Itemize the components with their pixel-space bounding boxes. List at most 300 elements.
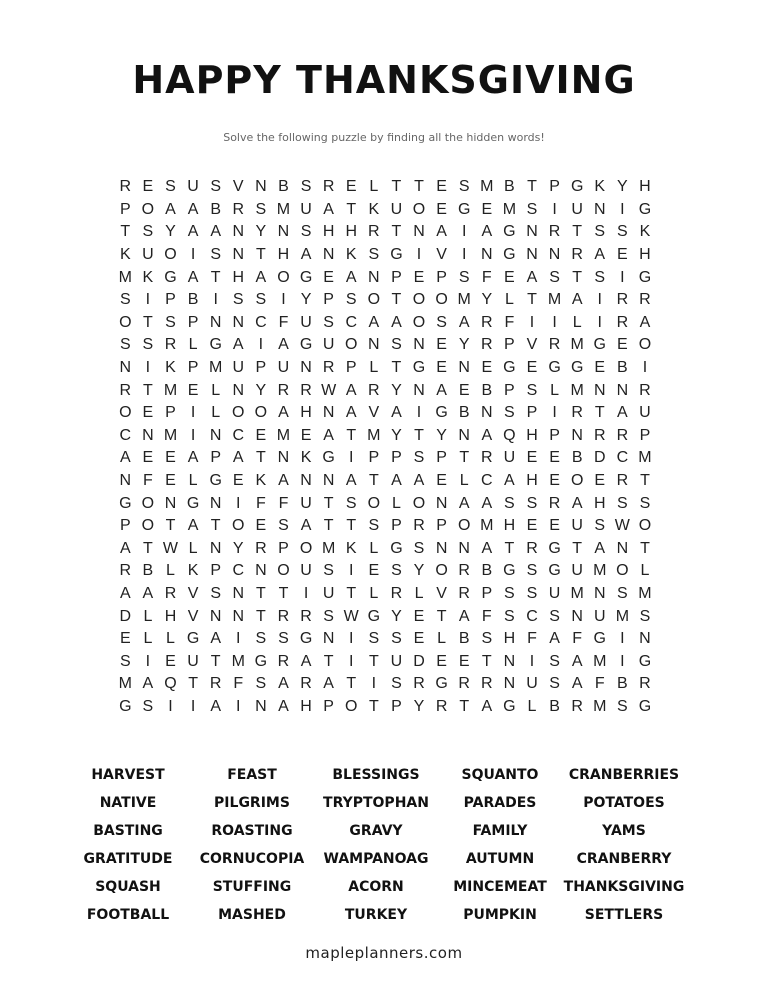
grid-cell: E: [617, 336, 628, 354]
grid-cell: H: [526, 426, 538, 444]
grid-cell: H: [164, 607, 177, 625]
grid-cell: R: [255, 539, 267, 557]
grid-cell: H: [503, 630, 516, 648]
grid-cell: T: [255, 584, 266, 602]
grid-cell: N: [526, 223, 538, 241]
grid-cell: F: [504, 313, 515, 331]
grid-cell: S: [142, 336, 154, 354]
grid-cell: A: [210, 697, 221, 715]
grid-cell: U: [142, 246, 154, 264]
grid-cell: L: [188, 336, 198, 354]
grid-cell: O: [141, 200, 155, 218]
grid-cell: A: [255, 268, 267, 286]
grid-cell: I: [642, 359, 648, 377]
grid-cell: P: [345, 359, 357, 377]
grid-cell: N: [119, 472, 132, 490]
grid-cell: O: [435, 291, 448, 309]
grid-cell: E: [436, 652, 447, 670]
grid-cell: C: [232, 426, 245, 444]
grid-cell: R: [277, 381, 290, 399]
grid-cell: T: [210, 652, 221, 670]
grid-cell: Y: [165, 223, 176, 241]
word-list-item: FEAST: [227, 767, 277, 783]
grid-cell: S: [210, 584, 221, 602]
grid-cell: S: [594, 268, 606, 286]
grid-cell: R: [458, 584, 470, 602]
grid-cell: U: [322, 336, 335, 354]
grid-cell: A: [300, 517, 312, 535]
grid-cell: E: [617, 246, 628, 264]
grid-cell: R: [300, 675, 312, 693]
grid-cell: E: [413, 268, 425, 286]
grid-cell: N: [458, 426, 470, 444]
grid-cell: S: [504, 404, 515, 422]
grid-cell: E: [594, 472, 606, 490]
grid-cell: C: [481, 472, 493, 490]
grid-cell: V: [187, 584, 199, 602]
word-list-item: AUTUMN: [465, 851, 535, 867]
grid-cell: E: [232, 472, 244, 490]
grid-cell: F: [255, 494, 266, 512]
grid-cell: T: [210, 517, 221, 535]
grid-cell: I: [236, 494, 241, 512]
grid-cell: S: [594, 517, 606, 535]
grid-cell: W: [343, 607, 359, 625]
grid-cell: T: [255, 449, 266, 467]
grid-cell: R: [277, 607, 290, 625]
grid-cell: O: [299, 539, 313, 557]
word-list-item: TURKEY: [344, 907, 408, 923]
grid-cell: A: [639, 313, 651, 331]
grid-cell: Y: [391, 426, 402, 444]
grid-cell: S: [413, 539, 425, 557]
grid-cell: I: [145, 359, 151, 377]
grid-cell: C: [345, 313, 358, 331]
grid-cell: P: [436, 449, 447, 467]
grid-cell: N: [209, 607, 222, 625]
grid-cell: E: [165, 472, 176, 490]
grid-cell: G: [638, 200, 652, 218]
grid-cell: G: [390, 246, 403, 264]
grid-cell: D: [119, 607, 132, 625]
grid-cell: G: [503, 223, 516, 241]
grid-cell: G: [412, 359, 426, 377]
grid-cell: G: [299, 336, 313, 354]
grid-cell: F: [594, 675, 605, 693]
grid-cell: E: [504, 268, 515, 286]
grid-cell: P: [278, 539, 289, 557]
grid-cell: N: [209, 494, 222, 512]
word-list-item: TRYPTOPHAN: [323, 795, 429, 811]
grid-cell: L: [527, 697, 537, 715]
word-list-item: FAMILY: [472, 823, 528, 839]
grid-cell: O: [412, 200, 426, 218]
grid-cell: V: [436, 584, 447, 602]
grid-cell: A: [481, 539, 493, 557]
grid-cell: Y: [255, 223, 267, 241]
grid-cell: N: [639, 630, 651, 648]
grid-cell: N: [232, 381, 245, 399]
grid-cell: O: [277, 562, 290, 580]
grid-cell: B: [617, 359, 628, 377]
grid-cell: N: [571, 607, 583, 625]
grid-cell: S: [345, 291, 357, 309]
grid-cell: N: [503, 675, 516, 693]
grid-cell: I: [529, 652, 535, 670]
grid-cell: O: [412, 313, 426, 331]
grid-cell: T: [368, 652, 379, 670]
grid-cell: O: [367, 291, 381, 309]
grid-cell: L: [572, 313, 582, 331]
grid-cell: O: [119, 313, 132, 331]
grid-cell: T: [346, 675, 357, 693]
word-list-item: PARADES: [463, 795, 537, 811]
grid-cell: B: [210, 200, 221, 218]
grid-cell: P: [436, 517, 447, 535]
grid-cell: R: [526, 539, 538, 557]
word-list-item: THANKSGIVING: [563, 879, 685, 895]
grid-cell: I: [371, 675, 377, 693]
grid-cell: P: [549, 426, 560, 444]
grid-cell: G: [503, 562, 516, 580]
grid-cell: N: [368, 268, 380, 286]
grid-cell: H: [232, 268, 245, 286]
grid-cell: M: [163, 426, 178, 444]
word-list-item: STUFFING: [212, 879, 292, 895]
grid-cell: K: [119, 246, 131, 264]
word-list-item: MASHED: [218, 907, 286, 923]
grid-cell: R: [119, 562, 132, 580]
grid-cell: E: [549, 449, 560, 467]
grid-cell: I: [190, 246, 196, 264]
word-list-item: MINCEMEAT: [453, 879, 547, 895]
grid-cell: R: [458, 675, 470, 693]
grid-cell: R: [639, 675, 651, 693]
grid-cell: I: [258, 336, 264, 354]
grid-cell: M: [276, 200, 291, 218]
grid-cell: K: [368, 200, 380, 218]
grid-cell: B: [549, 697, 560, 715]
grid-cell: O: [232, 404, 245, 422]
grid-cell: N: [616, 381, 629, 399]
grid-cell: R: [548, 494, 561, 512]
grid-cell: F: [278, 313, 289, 331]
grid-cell: O: [141, 517, 155, 535]
grid-cell: G: [119, 697, 132, 715]
grid-cell: E: [436, 336, 447, 354]
grid-cell: I: [349, 630, 354, 648]
grid-cell: U: [187, 652, 199, 670]
grid-cell: T: [346, 584, 357, 602]
grid-cell: I: [281, 291, 286, 309]
grid-cell: O: [616, 562, 629, 580]
grid-cell: F: [278, 494, 289, 512]
grid-cell: P: [526, 404, 538, 422]
grid-cell: N: [164, 494, 177, 512]
instructions: Solve the following puzzle by finding all the hidden words!: [223, 131, 545, 144]
grid-cell: F: [572, 630, 583, 648]
grid-cell: G: [322, 449, 335, 467]
grid-cell: I: [190, 426, 196, 444]
grid-cell: P: [639, 426, 651, 444]
grid-cell: E: [119, 630, 131, 648]
grid-cell: R: [571, 246, 583, 264]
grid-cell: P: [391, 268, 402, 286]
grid-cell: N: [255, 178, 267, 196]
grid-cell: P: [368, 449, 380, 467]
grid-cell: H: [526, 472, 538, 490]
grid-cell: P: [210, 449, 221, 467]
grid-cell: G: [593, 336, 606, 354]
word-list-item: PILGRIMS: [214, 795, 290, 811]
grid-cell: M: [593, 652, 607, 670]
grid-cell: P: [391, 517, 402, 535]
grid-cell: H: [639, 178, 651, 196]
grid-cell: G: [186, 494, 200, 512]
grid-cell: O: [232, 517, 245, 535]
grid-cell: I: [236, 697, 241, 715]
grid-cell: L: [188, 539, 198, 557]
grid-cell: M: [593, 562, 607, 580]
grid-cell: E: [142, 178, 154, 196]
grid-cell: O: [457, 517, 471, 535]
grid-cell: V: [232, 178, 244, 196]
grid-cell: M: [457, 291, 471, 309]
grid-cell: R: [300, 607, 312, 625]
grid-cell: Y: [413, 562, 425, 580]
grid-cell: T: [255, 607, 266, 625]
grid-cell: S: [391, 336, 402, 354]
grid-cell: M: [502, 200, 517, 218]
grid-cell: I: [303, 584, 309, 602]
grid-cell: R: [481, 449, 493, 467]
grid-cell: Y: [300, 291, 312, 309]
grid-cell: T: [391, 178, 402, 196]
grid-cell: I: [349, 652, 354, 670]
grid-cell: S: [210, 178, 221, 196]
grid-cell: N: [593, 381, 606, 399]
grid-cell: S: [278, 630, 289, 648]
grid-cell: G: [209, 472, 222, 490]
grid-cell: B: [571, 449, 583, 467]
grid-cell: R: [616, 472, 629, 490]
grid-cell: P: [210, 562, 221, 580]
grid-cell: M: [480, 517, 494, 535]
word-list-item: HARVEST: [91, 767, 165, 783]
grid-cell: A: [345, 472, 357, 490]
grid-cell: P: [549, 178, 560, 196]
grid-cell: U: [548, 584, 561, 602]
grid-cell: U: [232, 359, 245, 377]
grid-cell: L: [143, 607, 153, 625]
grid-cell: R: [390, 584, 403, 602]
grid-cell: S: [458, 268, 470, 286]
grid-cell: N: [593, 200, 606, 218]
grid-cell: O: [119, 404, 132, 422]
grid-cell: S: [323, 562, 334, 580]
grid-cell: G: [548, 539, 561, 557]
grid-cell: O: [570, 472, 584, 490]
grid-cell: M: [367, 426, 381, 444]
grid-cell: S: [639, 494, 651, 512]
grid-cell: T: [414, 426, 424, 444]
grid-cell: F: [143, 472, 153, 490]
grid-cell: S: [300, 178, 312, 196]
word-list-item: BASTING: [93, 823, 163, 839]
grid-cell: S: [345, 494, 357, 512]
grid-cell: S: [413, 449, 425, 467]
grid-cell: R: [571, 404, 583, 422]
grid-cell: R: [413, 675, 425, 693]
grid-cell: H: [503, 517, 516, 535]
grid-cell: N: [413, 223, 425, 241]
grid-cell: M: [638, 449, 652, 467]
grid-cell: O: [412, 494, 426, 512]
grid-cell: S: [300, 223, 312, 241]
grid-cell: G: [390, 539, 403, 557]
grid-cell: I: [213, 291, 218, 309]
grid-cell: U: [277, 359, 290, 377]
grid-cell: T: [572, 223, 583, 241]
grid-cell: G: [209, 336, 222, 354]
grid-cell: L: [369, 539, 379, 557]
grid-cell: T: [459, 449, 470, 467]
grid-cell: S: [504, 584, 515, 602]
grid-cell: N: [548, 246, 561, 264]
grid-cell: A: [436, 381, 447, 399]
grid-cell: B: [481, 562, 493, 580]
grid-cell: T: [323, 517, 334, 535]
grid-cell: C: [526, 607, 538, 625]
grid-cell: F: [481, 268, 492, 286]
grid-cell: R: [368, 223, 380, 241]
grid-cell: C: [255, 313, 267, 331]
grid-cell: A: [142, 675, 154, 693]
grid-cell: E: [142, 404, 154, 422]
grid-cell: P: [504, 381, 515, 399]
grid-cell: N: [368, 336, 380, 354]
grid-cell: O: [277, 268, 290, 286]
grid-cell: N: [458, 359, 470, 377]
grid-cell: R: [413, 517, 425, 535]
grid-cell: F: [527, 630, 537, 648]
grid-cell: I: [597, 291, 602, 309]
grid-cell: A: [187, 268, 199, 286]
grid-cell: Y: [255, 381, 267, 399]
grid-cell: I: [620, 200, 625, 218]
grid-cell: L: [414, 584, 424, 602]
grid-cell: T: [436, 607, 447, 625]
grid-cell: H: [639, 246, 651, 264]
word-list-item: CRANBERRY: [576, 851, 672, 867]
grid-cell: R: [119, 178, 132, 196]
word-search-grid: [114, 176, 656, 718]
page-title: HAPPY THANKSGIVING: [132, 58, 636, 102]
grid-cell: R: [481, 675, 493, 693]
grid-cell: G: [503, 359, 516, 377]
grid-cell: E: [255, 426, 267, 444]
grid-cell: G: [457, 200, 471, 218]
grid-cell: R: [232, 200, 245, 218]
grid-cell: C: [616, 449, 629, 467]
grid-cell: P: [481, 584, 493, 602]
grid-cell: T: [414, 178, 424, 196]
grid-cell: U: [503, 449, 516, 467]
grid-cell: K: [255, 472, 267, 490]
grid-cell: S: [526, 562, 538, 580]
word-list-item: SQUASH: [95, 879, 161, 895]
grid-cell: G: [254, 652, 268, 670]
grid-cell: A: [504, 472, 515, 490]
grid-cell: S: [526, 200, 538, 218]
grid-cell: N: [209, 539, 222, 557]
grid-cell: A: [413, 472, 425, 490]
grid-cell: T: [210, 268, 221, 286]
grid-cell: N: [413, 336, 425, 354]
grid-cell: P: [119, 200, 131, 218]
grid-cell: B: [458, 630, 470, 648]
grid-cell: Y: [232, 539, 244, 557]
grid-cell: L: [211, 404, 221, 422]
grid-cell: T: [572, 268, 583, 286]
grid-cell: T: [165, 517, 176, 535]
grid-cell: K: [165, 359, 176, 377]
grid-cell: A: [278, 697, 289, 715]
grid-cell: S: [617, 584, 628, 602]
grid-cell: S: [391, 675, 402, 693]
grid-cell: B: [142, 562, 154, 580]
grid-cell: L: [550, 381, 560, 399]
grid-cell: E: [481, 200, 493, 218]
grid-cell: M: [276, 426, 291, 444]
grid-cell: A: [210, 630, 221, 648]
grid-cell: P: [165, 291, 176, 309]
grid-cell: S: [481, 630, 493, 648]
grid-cell: S: [255, 291, 267, 309]
grid-cell: N: [232, 607, 245, 625]
grid-cell: P: [165, 404, 176, 422]
grid-cell: T: [120, 223, 131, 241]
grid-cell: R: [119, 381, 132, 399]
grid-cell: Q: [503, 426, 516, 444]
grid-cell: A: [571, 494, 583, 512]
grid-cell: G: [503, 697, 516, 715]
grid-cell: W: [321, 381, 337, 399]
grid-cell: G: [548, 562, 561, 580]
grid-cell: I: [597, 313, 602, 331]
grid-cell: E: [526, 449, 538, 467]
grid-cell: T: [527, 291, 537, 309]
grid-cell: R: [164, 336, 177, 354]
grid-cell: E: [413, 630, 425, 648]
grid-cell: N: [322, 630, 335, 648]
grid-cell: G: [548, 359, 561, 377]
grid-cell: O: [345, 336, 358, 354]
grid-cell: A: [481, 697, 493, 715]
grid-cell: A: [278, 675, 289, 693]
grid-cell: N: [435, 539, 448, 557]
grid-cell: U: [322, 584, 335, 602]
grid-cell: M: [570, 336, 584, 354]
grid-cell: A: [278, 336, 289, 354]
grid-cell: N: [571, 426, 583, 444]
grid-cell: L: [640, 562, 650, 580]
grid-cell: A: [481, 223, 493, 241]
grid-cell: I: [461, 246, 467, 264]
grid-cell: E: [345, 178, 357, 196]
grid-cell: M: [570, 381, 584, 399]
grid-cell: A: [458, 494, 470, 512]
